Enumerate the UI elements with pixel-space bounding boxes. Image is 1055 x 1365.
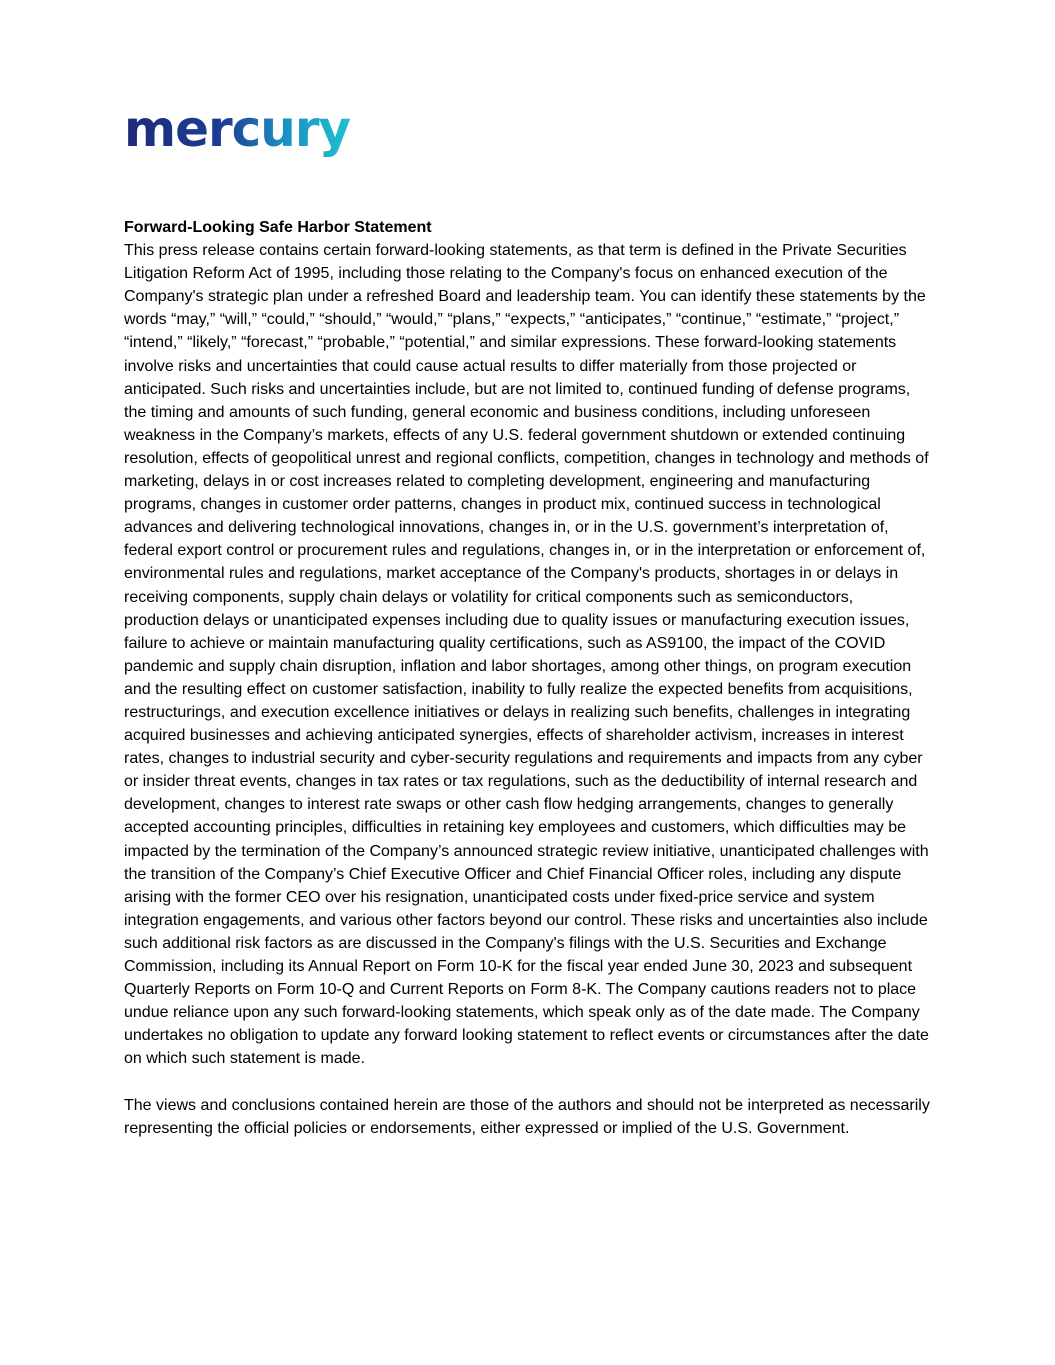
mercury-logo — [124, 112, 384, 172]
safe-harbor-section — [124, 216, 932, 1140]
safe-harbor-paragraph: This press release contains certain forward-looking statements, as that term is defined in the Private Securities Litigation Reform Act of 1995, including those relating to the Company's focus on enhanced execution of the Company's strategic plan under a refreshed Board and leadership team. You can identify these statements by the words “may,” “will,” “could,” “should,” “would,” “plans,” “expects,” “anticipates,” “continue,” “estimate,” “project,” “intend,” “likely,” “forecast,” “probable,” “potential,” and similar expressions. These forward-looking statements involve risks and uncertainties that could cause actual results to differ materially from those projected or anticipated. Such risks and uncertainties include, but are not limited to, continued funding of defense programs, the timing and amounts of such funding, general economic and business conditions, including unforeseen weakness in the Company’s markets, effects of any U.S. federal government shutdown or extended continuing resolution, effects of geopolitical unrest and regional conflicts, competition, changes in technology and methods of marketing, delays in or cost increases related to completing development, engineering and manufacturing programs, changes in customer order patterns, changes in product mix, continued success in technological advances and delivering technological innovations, changes in, or in the U.S. government’s interpretation of, federal export control or procurement rules and regulations, changes in, or in the interpretation or enforcement of, environmental rules and regulations, market acceptance of the Company's products, shortages in or delays in receiving components, supply chain delays or volatility for critical components such as semiconductors, production delays or unanticipated expenses including due to quality issues or manufacturing execution issues, failure to achieve or maintain manufacturing quality certifications, such as AS9100, the impact of the COVID pandemic and supply chain disruption, inflation and labor shortages, among other things, on program execution and the resulting effect on customer satisfaction, inability to fully realize the expected benefits from acquisitions, restructurings, and execution excellence initiatives or delays in realizing such benefits, challenges in integrating acquired businesses and achieving anticipated synergies, effects of shareholder activism, increases in interest rates, changes to industrial security and cyber-security regulations and requirements and impacts from any cyber or insider threat events, changes in tax rates or tax regulations, such as the deductibility of internal research and development, changes to interest rate swaps or other cash flow hedging arrangements, changes to generally accepted accounting principles, difficulties in retaining key employees and customers, which difficulties may be impacted by the termination of the Company’s announced strategic review initiative, unanticipated challenges with the transition of the Company’s Chief Executive Officer and Chief Financial Officer roles, including any dispute arising with the former CEO over his resignation, unanticipated costs under fixed-price service and system integration engagements, and various other factors beyond our control. These risks and uncertainties also include such additional risk factors as are discussed in the Company's filings with the U.S. Securities and Exchange Commission, including its Annual Report on Form 10-K for the fiscal year ended June 30, 2023 and subsequent Quarterly Reports on Form 10-Q and Current Reports on Form 8-K. The Company cautions readers not to place undue reliance upon any such forward-looking statements, which speak only as of the date made. The Company undertakes no obligation to update any forward looking statement to reflect events or circumstances after the date on which such statement is made. — [124, 242, 929, 1068]
mercury-logo-graphic — [124, 112, 384, 172]
mercury-wordmark: mercury — [124, 112, 351, 158]
section-heading: Forward-Looking Safe Harbor Statement — [124, 219, 432, 236]
disclaimer-paragraph: The views and conclusions contained herein are those of the authors and should not be interpreted as necessarily representing the official policies or endorsements, either expressed or implied of the U.S. Government. — [124, 1096, 930, 1137]
